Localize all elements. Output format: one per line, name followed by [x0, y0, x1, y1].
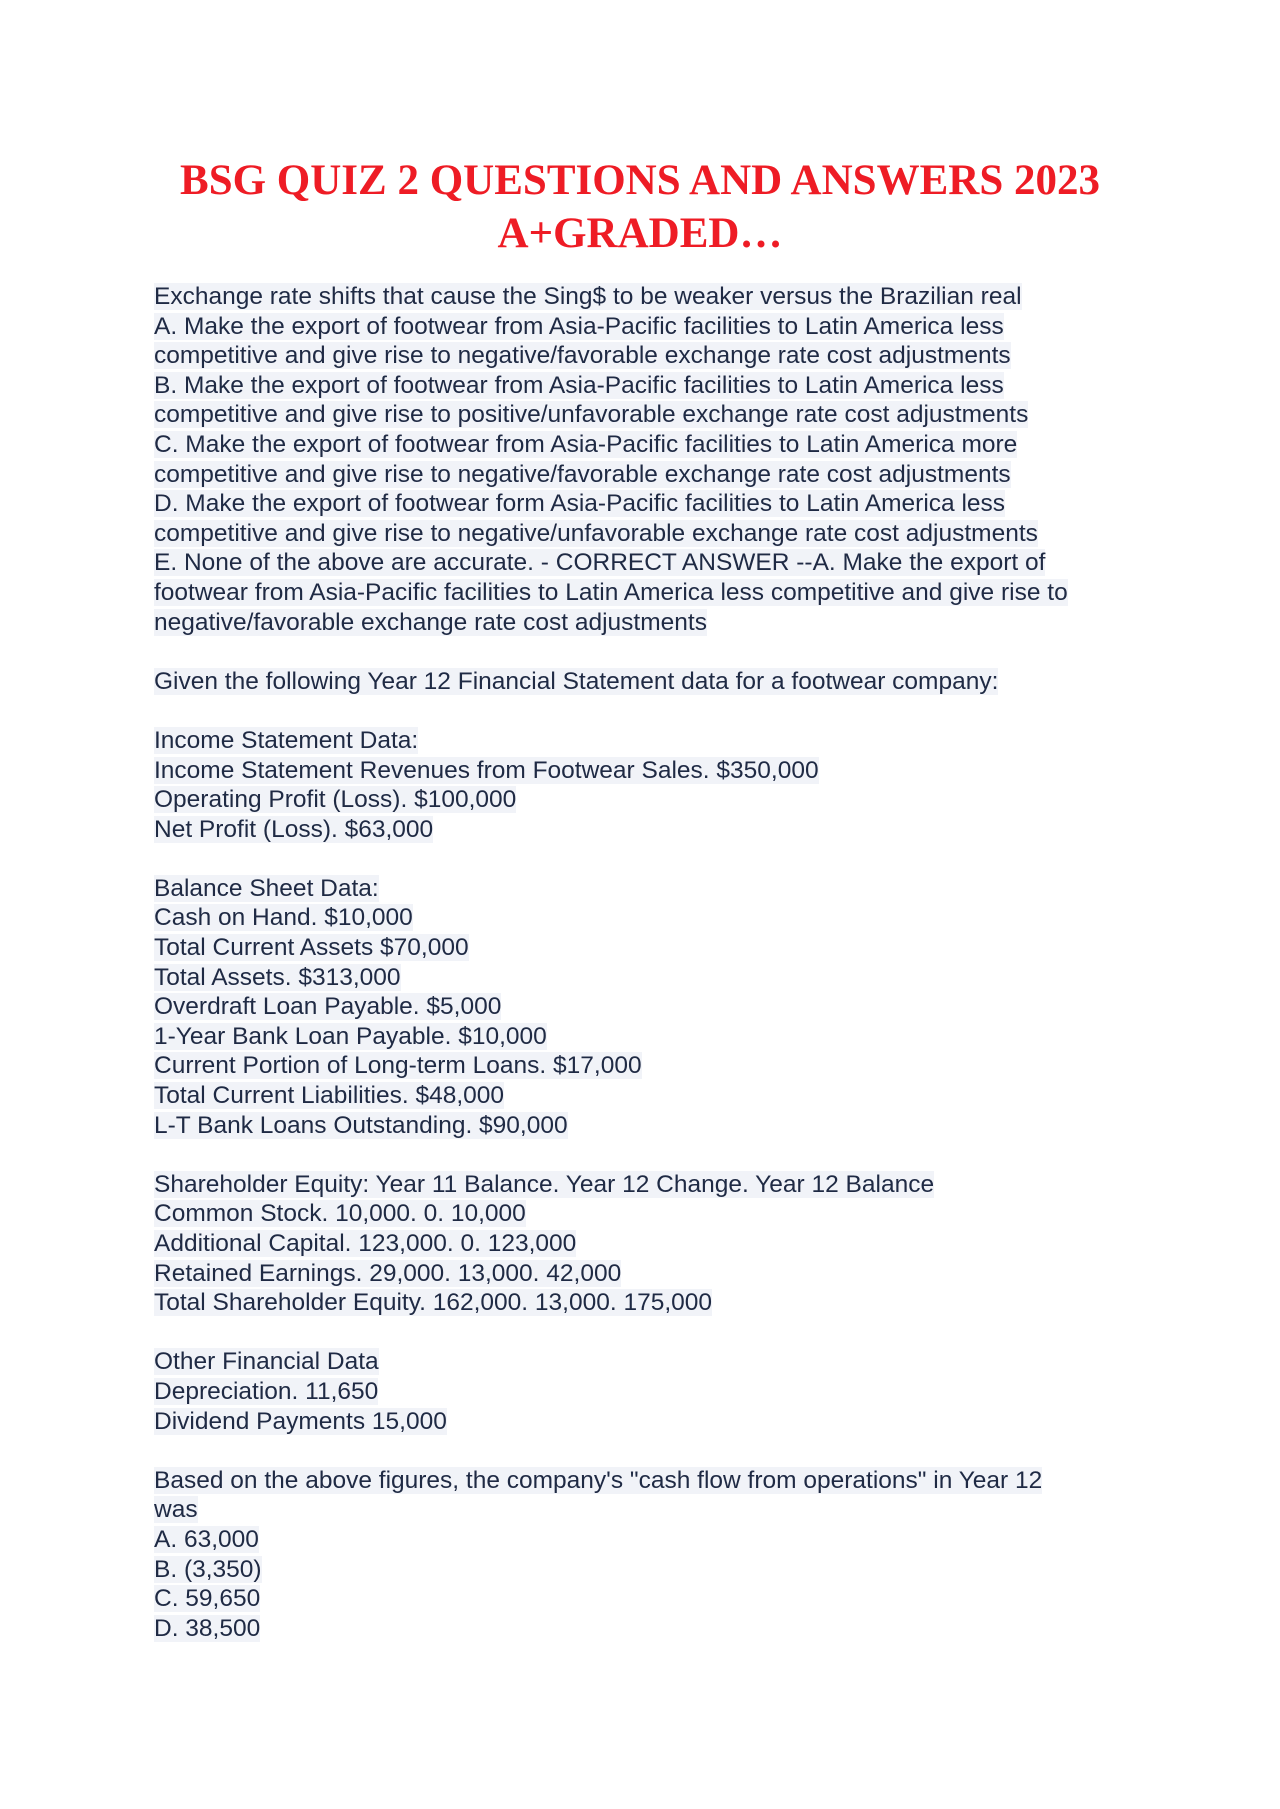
question-1-line: footwear from Asia-Pacific facilities to Latin America less competitive and give rise to	[154, 578, 1068, 606]
data-line: Common Stock. 10,000. 0. 10,000	[154, 1200, 526, 1228]
data-line: Operating Profit (Loss). $100,000	[154, 786, 517, 814]
question-1-line: negative/favorable exchange rate cost adjustments	[154, 608, 707, 636]
question-1-line: E. None of the above are accurate. - CORRECT ANSWER --A. Make the export of	[154, 549, 1046, 577]
data-line: Net Profit (Loss). $63,000	[154, 815, 434, 843]
data-line: Income Statement Revenues from Footwear Sales. $350,000	[154, 756, 819, 784]
data-line: Additional Capital. 123,000. 0. 123,000	[154, 1230, 577, 1257]
data-line: L-T Bank Loans Outstanding. $90,000	[154, 1111, 568, 1139]
question-1-line: D. Make the export of footwear form Asia-Pacific facilities to Latin America less	[154, 490, 1006, 518]
question-1	[154, 282, 1164, 637]
section-heading: Shareholder Equity: Year 11 Balance. Year 12 Change. Year 12 Balance	[154, 1170, 935, 1198]
data-line: Total Current Liabilities. $48,000	[154, 1082, 505, 1110]
data-line: Dividend Payments 15,000	[154, 1407, 447, 1435]
answer-option: B. (3,350)	[154, 1555, 262, 1583]
income-statement-section	[154, 726, 1164, 844]
question-1-line: B. Make the export of footwear from Asia-Pacific facilities to Latin America less	[154, 371, 1004, 399]
question-1-line: competitive and give rise to negative/favorable exchange rate cost adjustments	[154, 460, 1011, 488]
other-financial-section	[154, 1347, 1164, 1436]
section-heading: Balance Sheet Data:	[154, 874, 379, 902]
data-line: Depreciation. 11,650	[154, 1377, 379, 1405]
shareholder-equity-section	[154, 1170, 1164, 1318]
document-title-line-2: A+GRADED…	[497, 210, 783, 257]
answer-option: A. 63,000	[154, 1525, 259, 1553]
document-title-line-1: BSG QUIZ 2 QUESTIONS AND ANSWERS 2023	[180, 157, 1100, 204]
question-1-line: A. Make the export of footwear from Asia-Pacific facilities to Latin America less	[154, 312, 1004, 340]
question-1-line: C. Make the export of footwear from Asia-Pacific facilities to Latin America more	[154, 430, 1018, 458]
data-line: Overdraft Loan Payable. $5,000	[154, 993, 502, 1021]
question-2-prompt	[154, 1466, 1164, 1525]
data-line: Cash on Hand. $10,000	[154, 904, 413, 932]
section-heading: Income Statement Data:	[154, 726, 419, 754]
answer-options	[154, 1525, 1164, 1643]
data-line: Total Shareholder Equity. 162,000. 13,000. 175,000	[154, 1289, 713, 1317]
data-line: 1-Year Bank Loan Payable. $10,000	[154, 1022, 547, 1050]
data-line: Current Portion of Long-term Loans. $17,000	[154, 1052, 642, 1080]
question-1-line: Exchange rate shifts that cause the Sing$ to be weaker versus the Brazilian real	[154, 283, 1022, 310]
document-body	[154, 282, 1164, 1643]
question-1-line: competitive and give rise to positive/unfavorable exchange rate cost adjustments	[154, 401, 1029, 429]
question-1-line: competitive and give rise to negative/favorable exchange rate cost adjustments	[154, 342, 1011, 370]
answer-option: C. 59,650	[154, 1585, 261, 1613]
question-2-intro: Given the following Year 12 Financial Statement data for a footwear company:	[154, 667, 999, 695]
data-line: Total Assets. $313,000	[154, 963, 401, 991]
question-1-line: competitive and give rise to negative/unfavorable exchange rate cost adjustments	[154, 519, 1038, 547]
section-heading: Other Financial Data	[154, 1348, 379, 1376]
prompt-line: Based on the above figures, the company's "cash flow from operations" in Year 12	[154, 1466, 1043, 1494]
answer-option: D. 38,500	[154, 1614, 261, 1642]
data-line: Retained Earnings. 29,000. 13,000. 42,000	[154, 1259, 622, 1287]
data-line: Total Current Assets $70,000	[154, 934, 469, 962]
balance-sheet-section	[154, 874, 1164, 1140]
prompt-line: was	[154, 1496, 198, 1524]
